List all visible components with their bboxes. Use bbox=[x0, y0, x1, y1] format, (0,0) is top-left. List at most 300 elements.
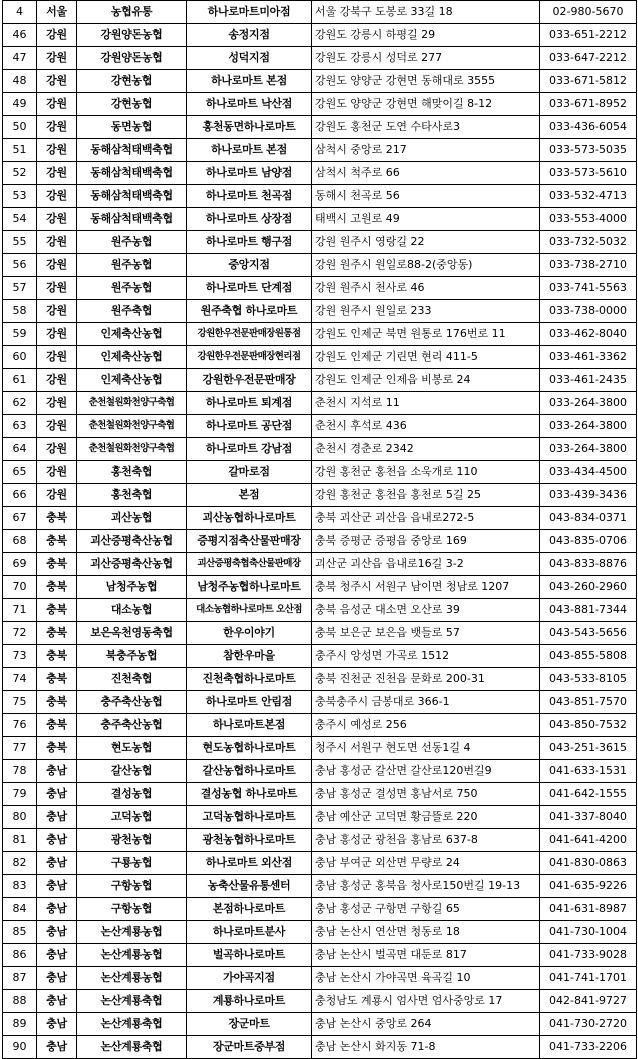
store-cell: 하나로마트 퇴계점 bbox=[187, 392, 312, 415]
coop-cell: 원주축협 bbox=[77, 300, 187, 323]
row-number: 50 bbox=[3, 116, 37, 139]
coop-cell: 동면농협 bbox=[77, 116, 187, 139]
phone-cell: 041-642-1555 bbox=[540, 783, 637, 806]
phone-cell: 02-980-5670 bbox=[540, 1, 637, 24]
region-cell: 충북 bbox=[37, 668, 77, 691]
row-number: 62 bbox=[3, 392, 37, 415]
store-table bbox=[2, 0, 637, 1059]
region-cell: 강원 bbox=[37, 231, 77, 254]
store-cell: 하나로마트 본점 bbox=[187, 139, 312, 162]
address-cell: 강원도 인제군 인제읍 비봉로 24 bbox=[312, 369, 540, 392]
phone-cell: 041-730-1004 bbox=[540, 921, 637, 944]
region-cell: 충남 bbox=[37, 990, 77, 1013]
row-number: 64 bbox=[3, 438, 37, 461]
region-cell: 충북 bbox=[37, 599, 77, 622]
phone-cell: 033-264-3800 bbox=[540, 415, 637, 438]
coop-cell: 원주농협 bbox=[77, 277, 187, 300]
table-row bbox=[3, 323, 637, 346]
phone-cell: 033-532-4713 bbox=[540, 185, 637, 208]
phone-cell: 041-641-4200 bbox=[540, 829, 637, 852]
row-number: 80 bbox=[3, 806, 37, 829]
coop-cell: 구룡농협 bbox=[77, 852, 187, 875]
store-cell: 중앙지점 bbox=[187, 254, 312, 277]
coop-cell: 고덕농협 bbox=[77, 806, 187, 829]
row-number: 69 bbox=[3, 553, 37, 576]
store-cell: 참한우마을 bbox=[187, 645, 312, 668]
region-cell: 충북 bbox=[37, 553, 77, 576]
coop-cell: 광천농협 bbox=[77, 829, 187, 852]
region-cell: 충남 bbox=[37, 898, 77, 921]
coop-cell: 괴산증평축산농협 bbox=[77, 553, 187, 576]
coop-cell: 원주농협 bbox=[77, 231, 187, 254]
table-row bbox=[3, 1036, 637, 1059]
coop-cell: 북충주농협 bbox=[77, 645, 187, 668]
phone-cell: 033-732-5032 bbox=[540, 231, 637, 254]
table-row bbox=[3, 461, 637, 484]
table-row bbox=[3, 277, 637, 300]
table-row bbox=[3, 47, 637, 70]
phone-cell: 043-251-3615 bbox=[540, 737, 637, 760]
coop-cell: 춘천철원화천양구축협 bbox=[77, 392, 187, 415]
store-cell: 강원한우전문판매장 bbox=[187, 369, 312, 392]
coop-cell: 논산계룡축협 bbox=[77, 1036, 187, 1059]
store-cell: 본점 bbox=[187, 484, 312, 507]
table-row bbox=[3, 783, 637, 806]
table-row bbox=[3, 116, 637, 139]
coop-cell: 괴산증평축산농협 bbox=[77, 530, 187, 553]
store-cell: 하나로마트 남양점 bbox=[187, 162, 312, 185]
table-row bbox=[3, 990, 637, 1013]
table-row bbox=[3, 392, 637, 415]
address-cell: 태백시 고원로 49 bbox=[312, 208, 540, 231]
store-cell: 송정지점 bbox=[187, 24, 312, 47]
coop-cell: 인제축산농협 bbox=[77, 346, 187, 369]
coop-cell: 강원양돈농협 bbox=[77, 24, 187, 47]
phone-cell: 041-337-8040 bbox=[540, 806, 637, 829]
coop-cell: 동해삼척태백축협 bbox=[77, 162, 187, 185]
row-number: 55 bbox=[3, 231, 37, 254]
address-cell: 강원 원주시 영랑길 22 bbox=[312, 231, 540, 254]
store-cell: 원주축협 하나로마트 bbox=[187, 300, 312, 323]
region-cell: 충남 bbox=[37, 783, 77, 806]
row-number: 51 bbox=[3, 139, 37, 162]
store-cell: 갈산농협하나로마트 bbox=[187, 760, 312, 783]
coop-cell: 논산계룡축협 bbox=[77, 1013, 187, 1036]
phone-cell: 041-741-1701 bbox=[540, 967, 637, 990]
table-row bbox=[3, 967, 637, 990]
table-row bbox=[3, 208, 637, 231]
address-cell: 충북 진천군 진천읍 문화로 200-31 bbox=[312, 668, 540, 691]
region-cell: 강원 bbox=[37, 254, 77, 277]
row-number: 67 bbox=[3, 507, 37, 530]
phone-cell: 033-671-5812 bbox=[540, 70, 637, 93]
table-row bbox=[3, 139, 637, 162]
address-cell: 강원도 양양군 강현면 동해대로 3555 bbox=[312, 70, 540, 93]
row-number: 56 bbox=[3, 254, 37, 277]
table-row bbox=[3, 70, 637, 93]
row-number: 76 bbox=[3, 714, 37, 737]
phone-cell: 033-461-3362 bbox=[540, 346, 637, 369]
row-number: 70 bbox=[3, 576, 37, 599]
phone-cell: 043-850-7532 bbox=[540, 714, 637, 737]
table-row bbox=[3, 185, 637, 208]
row-number: 47 bbox=[3, 47, 37, 70]
store-cell: 한우이야기 bbox=[187, 622, 312, 645]
coop-cell: 농협유통 bbox=[77, 1, 187, 24]
coop-cell: 인제축산농협 bbox=[77, 323, 187, 346]
address-cell: 괴산군 괴산읍 읍내로16길 3-2 bbox=[312, 553, 540, 576]
coop-cell: 괴산농협 bbox=[77, 507, 187, 530]
address-cell: 충북 증평군 증평읍 중앙로 169 bbox=[312, 530, 540, 553]
row-number: 60 bbox=[3, 346, 37, 369]
table-row bbox=[3, 714, 637, 737]
phone-cell: 041-635-9226 bbox=[540, 875, 637, 898]
table-row bbox=[3, 921, 637, 944]
region-cell: 충남 bbox=[37, 852, 77, 875]
address-cell: 청주시 서원구 현도면 선동1길 4 bbox=[312, 737, 540, 760]
region-cell: 충북 bbox=[37, 737, 77, 760]
row-number: 68 bbox=[3, 530, 37, 553]
row-number: 57 bbox=[3, 277, 37, 300]
region-cell: 충북 bbox=[37, 645, 77, 668]
store-cell: 결성농협 하나로마트 bbox=[187, 783, 312, 806]
phone-cell: 033-741-5563 bbox=[540, 277, 637, 300]
phone-cell: 043-533-8105 bbox=[540, 668, 637, 691]
store-cell: 강원한우전문판매장현리점 bbox=[187, 346, 312, 369]
row-number: 65 bbox=[3, 461, 37, 484]
coop-cell: 대소농협 bbox=[77, 599, 187, 622]
address-cell: 충북 보은군 보은읍 뱃들로 57 bbox=[312, 622, 540, 645]
address-cell: 충남 논산시 연산면 청동로 18 bbox=[312, 921, 540, 944]
phone-cell: 033-671-8952 bbox=[540, 93, 637, 116]
region-cell: 강원 bbox=[37, 185, 77, 208]
store-cell: 성덕지점 bbox=[187, 47, 312, 70]
address-cell: 춘천시 지석로 11 bbox=[312, 392, 540, 415]
phone-cell: 033-647-2212 bbox=[540, 47, 637, 70]
table-row bbox=[3, 162, 637, 185]
phone-cell: 033-439-3436 bbox=[540, 484, 637, 507]
address-cell: 충남 논산시 중앙로 264 bbox=[312, 1013, 540, 1036]
phone-cell: 033-462-8040 bbox=[540, 323, 637, 346]
coop-cell: 갈산농협 bbox=[77, 760, 187, 783]
coop-cell: 진천축협 bbox=[77, 668, 187, 691]
row-number: 84 bbox=[3, 898, 37, 921]
row-number: 4 bbox=[3, 1, 37, 24]
region-cell: 강원 bbox=[37, 392, 77, 415]
phone-cell: 041-633-1531 bbox=[540, 760, 637, 783]
store-cell: 하나로마트 공단점 bbox=[187, 415, 312, 438]
region-cell: 강원 bbox=[37, 415, 77, 438]
phone-cell: 033-738-2710 bbox=[540, 254, 637, 277]
region-cell: 충남 bbox=[37, 760, 77, 783]
row-number: 81 bbox=[3, 829, 37, 852]
phone-cell: 033-461-2435 bbox=[540, 369, 637, 392]
address-cell: 충청남도 계룡시 엄사면 엄사중앙로 17 bbox=[312, 990, 540, 1013]
phone-cell: 041-830-0863 bbox=[540, 852, 637, 875]
store-cell: 하나로마트 외산점 bbox=[187, 852, 312, 875]
phone-cell: 043-855-5808 bbox=[540, 645, 637, 668]
address-cell: 충북충주시 금봉대로 366-1 bbox=[312, 691, 540, 714]
table-row bbox=[3, 599, 637, 622]
row-number: 78 bbox=[3, 760, 37, 783]
address-cell: 춘천시 경춘로 2342 bbox=[312, 438, 540, 461]
region-cell: 충남 bbox=[37, 921, 77, 944]
phone-cell: 043-543-5656 bbox=[540, 622, 637, 645]
region-cell: 강원 bbox=[37, 93, 77, 116]
store-cell: 하나로마트본점 bbox=[187, 714, 312, 737]
table-row bbox=[3, 484, 637, 507]
row-number: 83 bbox=[3, 875, 37, 898]
row-number: 85 bbox=[3, 921, 37, 944]
store-cell: 하나로마트 안림점 bbox=[187, 691, 312, 714]
region-cell: 충북 bbox=[37, 507, 77, 530]
phone-cell: 043-260-2960 bbox=[540, 576, 637, 599]
address-cell: 충남 홍성군 결성면 홍남서로 750 bbox=[312, 783, 540, 806]
region-cell: 강원 bbox=[37, 277, 77, 300]
coop-cell: 동해삼척태백축협 bbox=[77, 208, 187, 231]
region-cell: 충남 bbox=[37, 1013, 77, 1036]
coop-cell: 보은옥천영동축협 bbox=[77, 622, 187, 645]
address-cell: 강원도 인제군 기린면 현리 411-5 bbox=[312, 346, 540, 369]
address-cell: 강원도 강릉시 하평길 29 bbox=[312, 24, 540, 47]
address-cell: 강원 원주시 천사로 46 bbox=[312, 277, 540, 300]
address-cell: 충주시 앙성면 가곡로 1512 bbox=[312, 645, 540, 668]
store-cell: 하나로마트분사 bbox=[187, 921, 312, 944]
row-number: 66 bbox=[3, 484, 37, 507]
address-cell: 충북 음성군 대소면 오산로 39 bbox=[312, 599, 540, 622]
row-number: 87 bbox=[3, 967, 37, 990]
table-row bbox=[3, 231, 637, 254]
phone-cell: 043-851-7570 bbox=[540, 691, 637, 714]
table-row bbox=[3, 898, 637, 921]
region-cell: 강원 bbox=[37, 70, 77, 93]
phone-cell: 033-434-4500 bbox=[540, 461, 637, 484]
row-number: 49 bbox=[3, 93, 37, 116]
coop-cell: 동해삼척태백축협 bbox=[77, 185, 187, 208]
table-row bbox=[3, 93, 637, 116]
table-row bbox=[3, 530, 637, 553]
region-cell: 강원 bbox=[37, 208, 77, 231]
phone-cell: 033-264-3800 bbox=[540, 438, 637, 461]
row-number: 75 bbox=[3, 691, 37, 714]
store-cell: 하나로마트 강남점 bbox=[187, 438, 312, 461]
region-cell: 충북 bbox=[37, 622, 77, 645]
address-cell: 충남 홍성군 구항면 구항길 65 bbox=[312, 898, 540, 921]
row-number: 63 bbox=[3, 415, 37, 438]
store-cell: 괴산농협하나로마트 bbox=[187, 507, 312, 530]
store-cell: 강원한우전문판매장원통점 bbox=[187, 323, 312, 346]
store-cell: 광천농협하나로마트 bbox=[187, 829, 312, 852]
table-row bbox=[3, 875, 637, 898]
table-row bbox=[3, 806, 637, 829]
table-row bbox=[3, 438, 637, 461]
coop-cell: 구항농협 bbox=[77, 875, 187, 898]
table-row bbox=[3, 668, 637, 691]
row-number: 86 bbox=[3, 944, 37, 967]
row-number: 61 bbox=[3, 369, 37, 392]
phone-cell: 043-833-8876 bbox=[540, 553, 637, 576]
row-number: 46 bbox=[3, 24, 37, 47]
region-cell: 강원 bbox=[37, 300, 77, 323]
region-cell: 강원 bbox=[37, 461, 77, 484]
coop-cell: 동해삼척태백축협 bbox=[77, 139, 187, 162]
store-cell: 증평지점축산물판매장 bbox=[187, 530, 312, 553]
table-row bbox=[3, 691, 637, 714]
table-row bbox=[3, 254, 637, 277]
coop-cell: 춘천철원화천양구축협 bbox=[77, 415, 187, 438]
region-cell: 강원 bbox=[37, 24, 77, 47]
table-row bbox=[3, 300, 637, 323]
table-row bbox=[3, 852, 637, 875]
region-cell: 강원 bbox=[37, 162, 77, 185]
phone-cell: 033-553-4000 bbox=[540, 208, 637, 231]
store-cell: 가야곡지점 bbox=[187, 967, 312, 990]
row-number: 71 bbox=[3, 599, 37, 622]
row-number: 88 bbox=[3, 990, 37, 1013]
region-cell: 충남 bbox=[37, 967, 77, 990]
store-cell: 장군마트 bbox=[187, 1013, 312, 1036]
table-row bbox=[3, 829, 637, 852]
store-cell: 하나로마트 천곡점 bbox=[187, 185, 312, 208]
row-number: 72 bbox=[3, 622, 37, 645]
table-row bbox=[3, 24, 637, 47]
coop-cell: 춘천철원화천양구축협 bbox=[77, 438, 187, 461]
store-cell: 장군마트중부점 bbox=[187, 1036, 312, 1059]
address-cell: 충남 논산시 벌곡면 대둔로 817 bbox=[312, 944, 540, 967]
region-cell: 충남 bbox=[37, 944, 77, 967]
store-cell: 남청주농협하나로마트 bbox=[187, 576, 312, 599]
coop-cell: 홍천축협 bbox=[77, 484, 187, 507]
row-number: 52 bbox=[3, 162, 37, 185]
coop-cell: 강원양돈농협 bbox=[77, 47, 187, 70]
coop-cell: 충주축산농협 bbox=[77, 714, 187, 737]
phone-cell: 041-631-8987 bbox=[540, 898, 637, 921]
phone-cell: 033-738-0000 bbox=[540, 300, 637, 323]
store-cell: 하나로마트미아점 bbox=[187, 1, 312, 24]
coop-cell: 강현농협 bbox=[77, 70, 187, 93]
coop-cell: 충주축산농협 bbox=[77, 691, 187, 714]
address-cell: 충북 청주시 서원구 남이면 청남로 1207 bbox=[312, 576, 540, 599]
region-cell: 충북 bbox=[37, 576, 77, 599]
coop-cell: 현도농협 bbox=[77, 737, 187, 760]
region-cell: 강원 bbox=[37, 438, 77, 461]
table-row bbox=[3, 737, 637, 760]
table-row bbox=[3, 645, 637, 668]
coop-cell: 원주농협 bbox=[77, 254, 187, 277]
phone-cell: 042-841-9727 bbox=[540, 990, 637, 1013]
row-number: 79 bbox=[3, 783, 37, 806]
address-cell: 동해시 천곡로 56 bbox=[312, 185, 540, 208]
store-cell: 농축산물유통센터 bbox=[187, 875, 312, 898]
store-cell: 대소농협하나로마트 오산점 bbox=[187, 599, 312, 622]
table-row bbox=[3, 415, 637, 438]
store-cell: 하나로마트 낙산점 bbox=[187, 93, 312, 116]
address-cell: 충남 홍성군 홍북읍 청사로150번길 19-13 bbox=[312, 875, 540, 898]
address-cell: 강원도 강릉시 성덕로 277 bbox=[312, 47, 540, 70]
coop-cell: 홍천축협 bbox=[77, 461, 187, 484]
region-cell: 서울 bbox=[37, 1, 77, 24]
region-cell: 강원 bbox=[37, 116, 77, 139]
address-cell: 춘천시 후석로 436 bbox=[312, 415, 540, 438]
region-cell: 강원 bbox=[37, 484, 77, 507]
phone-cell: 033-651-2212 bbox=[540, 24, 637, 47]
address-cell: 강원 홍천군 홍천읍 소욱개로 110 bbox=[312, 461, 540, 484]
coop-cell: 논산계룡농협 bbox=[77, 921, 187, 944]
store-cell: 갈마로점 bbox=[187, 461, 312, 484]
table-row bbox=[3, 346, 637, 369]
region-cell: 충남 bbox=[37, 829, 77, 852]
phone-cell: 041-733-9028 bbox=[540, 944, 637, 967]
row-number: 59 bbox=[3, 323, 37, 346]
address-cell: 강원 홍천군 홍천읍 홍천로 5길 25 bbox=[312, 484, 540, 507]
region-cell: 충북 bbox=[37, 691, 77, 714]
coop-cell: 강현농협 bbox=[77, 93, 187, 116]
region-cell: 강원 bbox=[37, 139, 77, 162]
region-cell: 강원 bbox=[37, 47, 77, 70]
coop-cell: 구항농협 bbox=[77, 898, 187, 921]
table-row bbox=[3, 944, 637, 967]
row-number: 89 bbox=[3, 1013, 37, 1036]
row-number: 90 bbox=[3, 1036, 37, 1059]
phone-cell: 041-733-2206 bbox=[540, 1036, 637, 1059]
coop-cell: 결성농협 bbox=[77, 783, 187, 806]
address-cell: 충남 논산시 화지동 71-8 bbox=[312, 1036, 540, 1059]
phone-cell: 041-730-2720 bbox=[540, 1013, 637, 1036]
table-row bbox=[3, 507, 637, 530]
table-row bbox=[3, 576, 637, 599]
coop-cell: 논산계룡축협 bbox=[77, 990, 187, 1013]
row-number: 82 bbox=[3, 852, 37, 875]
table-row bbox=[3, 760, 637, 783]
phone-cell: 043-835-0706 bbox=[540, 530, 637, 553]
address-cell: 삼척시 척주로 66 bbox=[312, 162, 540, 185]
region-cell: 강원 bbox=[37, 346, 77, 369]
region-cell: 강원 bbox=[37, 369, 77, 392]
address-cell: 강원 원주시 원일로88-2(중앙동) bbox=[312, 254, 540, 277]
store-cell: 하나로마트 본점 bbox=[187, 70, 312, 93]
address-cell: 서울 강북구 도봉로 33길 18 bbox=[312, 1, 540, 24]
phone-cell: 043-834-0371 bbox=[540, 507, 637, 530]
address-cell: 충남 부여군 외산면 무량로 24 bbox=[312, 852, 540, 875]
row-number: 58 bbox=[3, 300, 37, 323]
table-row bbox=[3, 369, 637, 392]
coop-cell: 논산계룡농협 bbox=[77, 967, 187, 990]
store-cell: 벌곡하나로마트 bbox=[187, 944, 312, 967]
table-row bbox=[3, 1, 637, 24]
region-cell: 충북 bbox=[37, 714, 77, 737]
region-cell: 충남 bbox=[37, 1036, 77, 1059]
row-number: 74 bbox=[3, 668, 37, 691]
store-cell: 홍천동면하나로마트 bbox=[187, 116, 312, 139]
phone-cell: 033-573-5035 bbox=[540, 139, 637, 162]
table-row bbox=[3, 622, 637, 645]
row-number: 73 bbox=[3, 645, 37, 668]
address-cell: 충주시 예성로 256 bbox=[312, 714, 540, 737]
region-cell: 강원 bbox=[37, 323, 77, 346]
address-cell: 충남 홍성군 갈산면 갈산로120번길9 bbox=[312, 760, 540, 783]
store-cell: 진천축협하나로마트 bbox=[187, 668, 312, 691]
store-cell: 괴산증평축협축산물판매장 bbox=[187, 553, 312, 576]
store-cell: 본점하나로마트 bbox=[187, 898, 312, 921]
coop-cell: 논산계룡농협 bbox=[77, 944, 187, 967]
region-cell: 충북 bbox=[37, 530, 77, 553]
phone-cell: 033-436-6054 bbox=[540, 116, 637, 139]
address-cell: 충남 논산시 가야곡면 육곡길 10 bbox=[312, 967, 540, 990]
address-cell: 강원도 양양군 강현면 해맞이길 8-12 bbox=[312, 93, 540, 116]
row-number: 53 bbox=[3, 185, 37, 208]
store-cell: 하나로마트 행구점 bbox=[187, 231, 312, 254]
row-number: 77 bbox=[3, 737, 37, 760]
